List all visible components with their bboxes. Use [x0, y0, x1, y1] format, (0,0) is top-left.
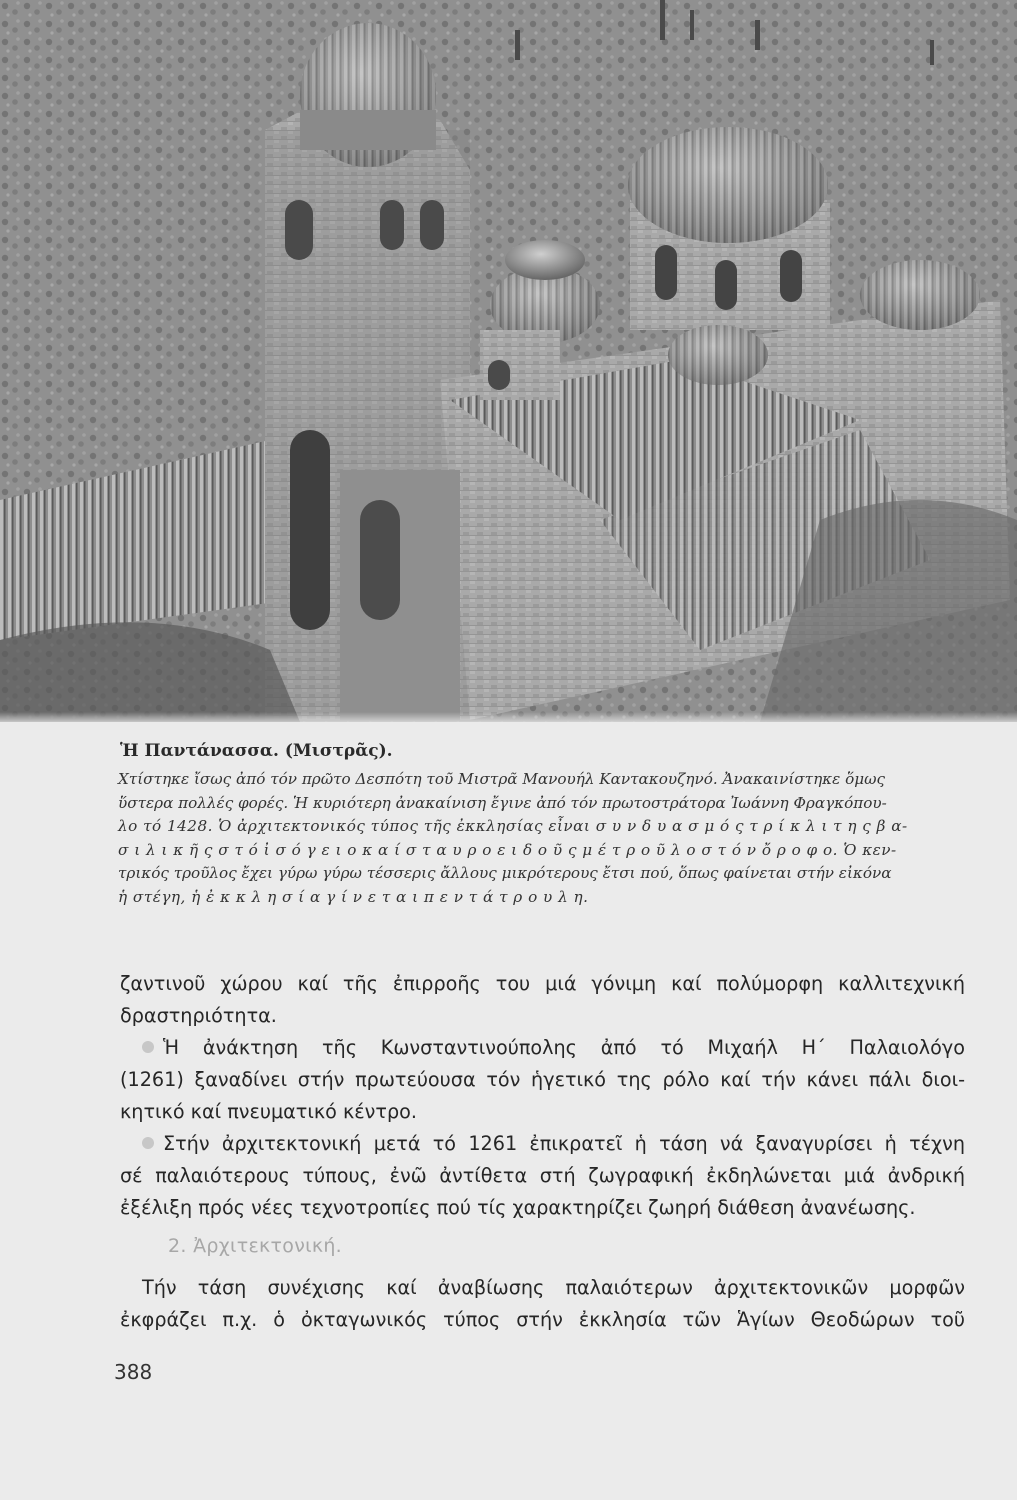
church-photo-icon [0, 0, 1017, 722]
caption-line: σ ι λ ι κ ῆ ς σ τ ό ἰ σ ό γ ε ι ο κ α ί σ τ α υ ρ ο ε ι δ ο ῦ ς μ έ τ ρ ο ῦ λ ο σ τ ό ν ὄ ρ ο φ ο. Ὁ κεν- [118, 840, 897, 859]
photo-fade [0, 712, 1017, 732]
caption-line: λο τό 1428. Ὁ ἀρχιτεκτονικός τύπος τῆς ἐκκλησίας εἶναι σ υ ν δ υ α σ μ ό ς τ ρ ί κ λ ι τ η ς β α- [118, 817, 908, 835]
body-line: ἐξέλιξη πρός νέες τεχνοτροπίες πού τίς χαρακτηρίζει ζωηρή διάθεση ἀνανέωσης. [120, 1196, 916, 1219]
section-heading: 2. Ἀρχιτεκτονική. [168, 1235, 343, 1257]
body-line: κητικό καί πνευματικό κέντρο. [120, 1100, 417, 1123]
body-line: δραστηριότητα. [120, 1004, 277, 1027]
body-line: σέ παλαιότερους τύπους, ἐνῶ ἀντίθετα στή ζωγραφική ἐκδηλώνεται μιά ἀνδρική [120, 1164, 965, 1187]
caption-line: τρικός τροῦλος ἔχει γύρω γύρω τέσσερις ἄλλους μικρότερους ἔτσι πού, ὅπως φαίνεται στήν εἰκόνα [118, 864, 892, 882]
body-line: Τήν τάση συνέχισης καί ἀναβίωσης παλαιότερων ἀρχιτεκτονικῶν μορφῶν [142, 1276, 965, 1299]
bullet-paragraph-1 [120, 1032, 965, 1064]
body-text [120, 968, 965, 1224]
church-photo [0, 0, 1017, 722]
bullet-icon [142, 1041, 154, 1053]
bullet-paragraph-2 [120, 1128, 965, 1160]
caption-line: ἡ στέγη, ἡ ἐ κ κ λ η σ ί α γ ί ν ε τ α ι π ε ν τ ά τ ρ ο υ λ η. [118, 887, 589, 906]
photo-caption [118, 740, 968, 909]
caption-title: Ἡ Παντάνασσα. (Μιστρᾶς). [120, 741, 393, 761]
page-number: 388 [114, 1360, 153, 1384]
caption-line: Χτίστηκε ἴσως ἀπό τόν πρῶτο Δεσπότη τοῦ Μιστρᾶ Μανουήλ Καντακουζηνό. Ἀνακαινίστηκε ὅμως [118, 770, 886, 788]
bullet-icon [142, 1137, 154, 1149]
body-line: (1261) ξαναδίνει στήν πρωτεύουσα τόν ἡγετικό της ρόλο καί τήν κάνει πάλι διοι- [120, 1068, 965, 1091]
caption-line: ὕστερα πολλές φορές. Ἡ κυριότερη ἀνακαίνιση ἔγινε ἀπό τόν πρωτοστράτορα Ἰωάννη Φραγκόπου- [118, 793, 887, 812]
section-paragraph [120, 1272, 965, 1336]
body-line: ζαντινοῦ χώρου καί τῆς ἐπιρροῆς του μιά γόνιμη καί πολύμορφη καλλιτεχνική [120, 972, 965, 995]
body-line: Στήν ἀρχιτεκτονική μετά τό 1261 ἐπικρατεῖ ἡ τάση νά ξαναγυρίσει ἡ τέχνη [163, 1132, 965, 1155]
body-line: ἐκφράζει π.χ. ὁ ὀκταγωνικός τύπος στήν ἐκκλησία τῶν Ἁγίων Θεοδώρων τοῦ [120, 1308, 965, 1331]
body-line: Ἡ ἀνάκτηση τῆς Κωνσταντινούπολης ἀπό τό Μιχαήλ Η΄ Παλαιολόγο [163, 1036, 965, 1059]
